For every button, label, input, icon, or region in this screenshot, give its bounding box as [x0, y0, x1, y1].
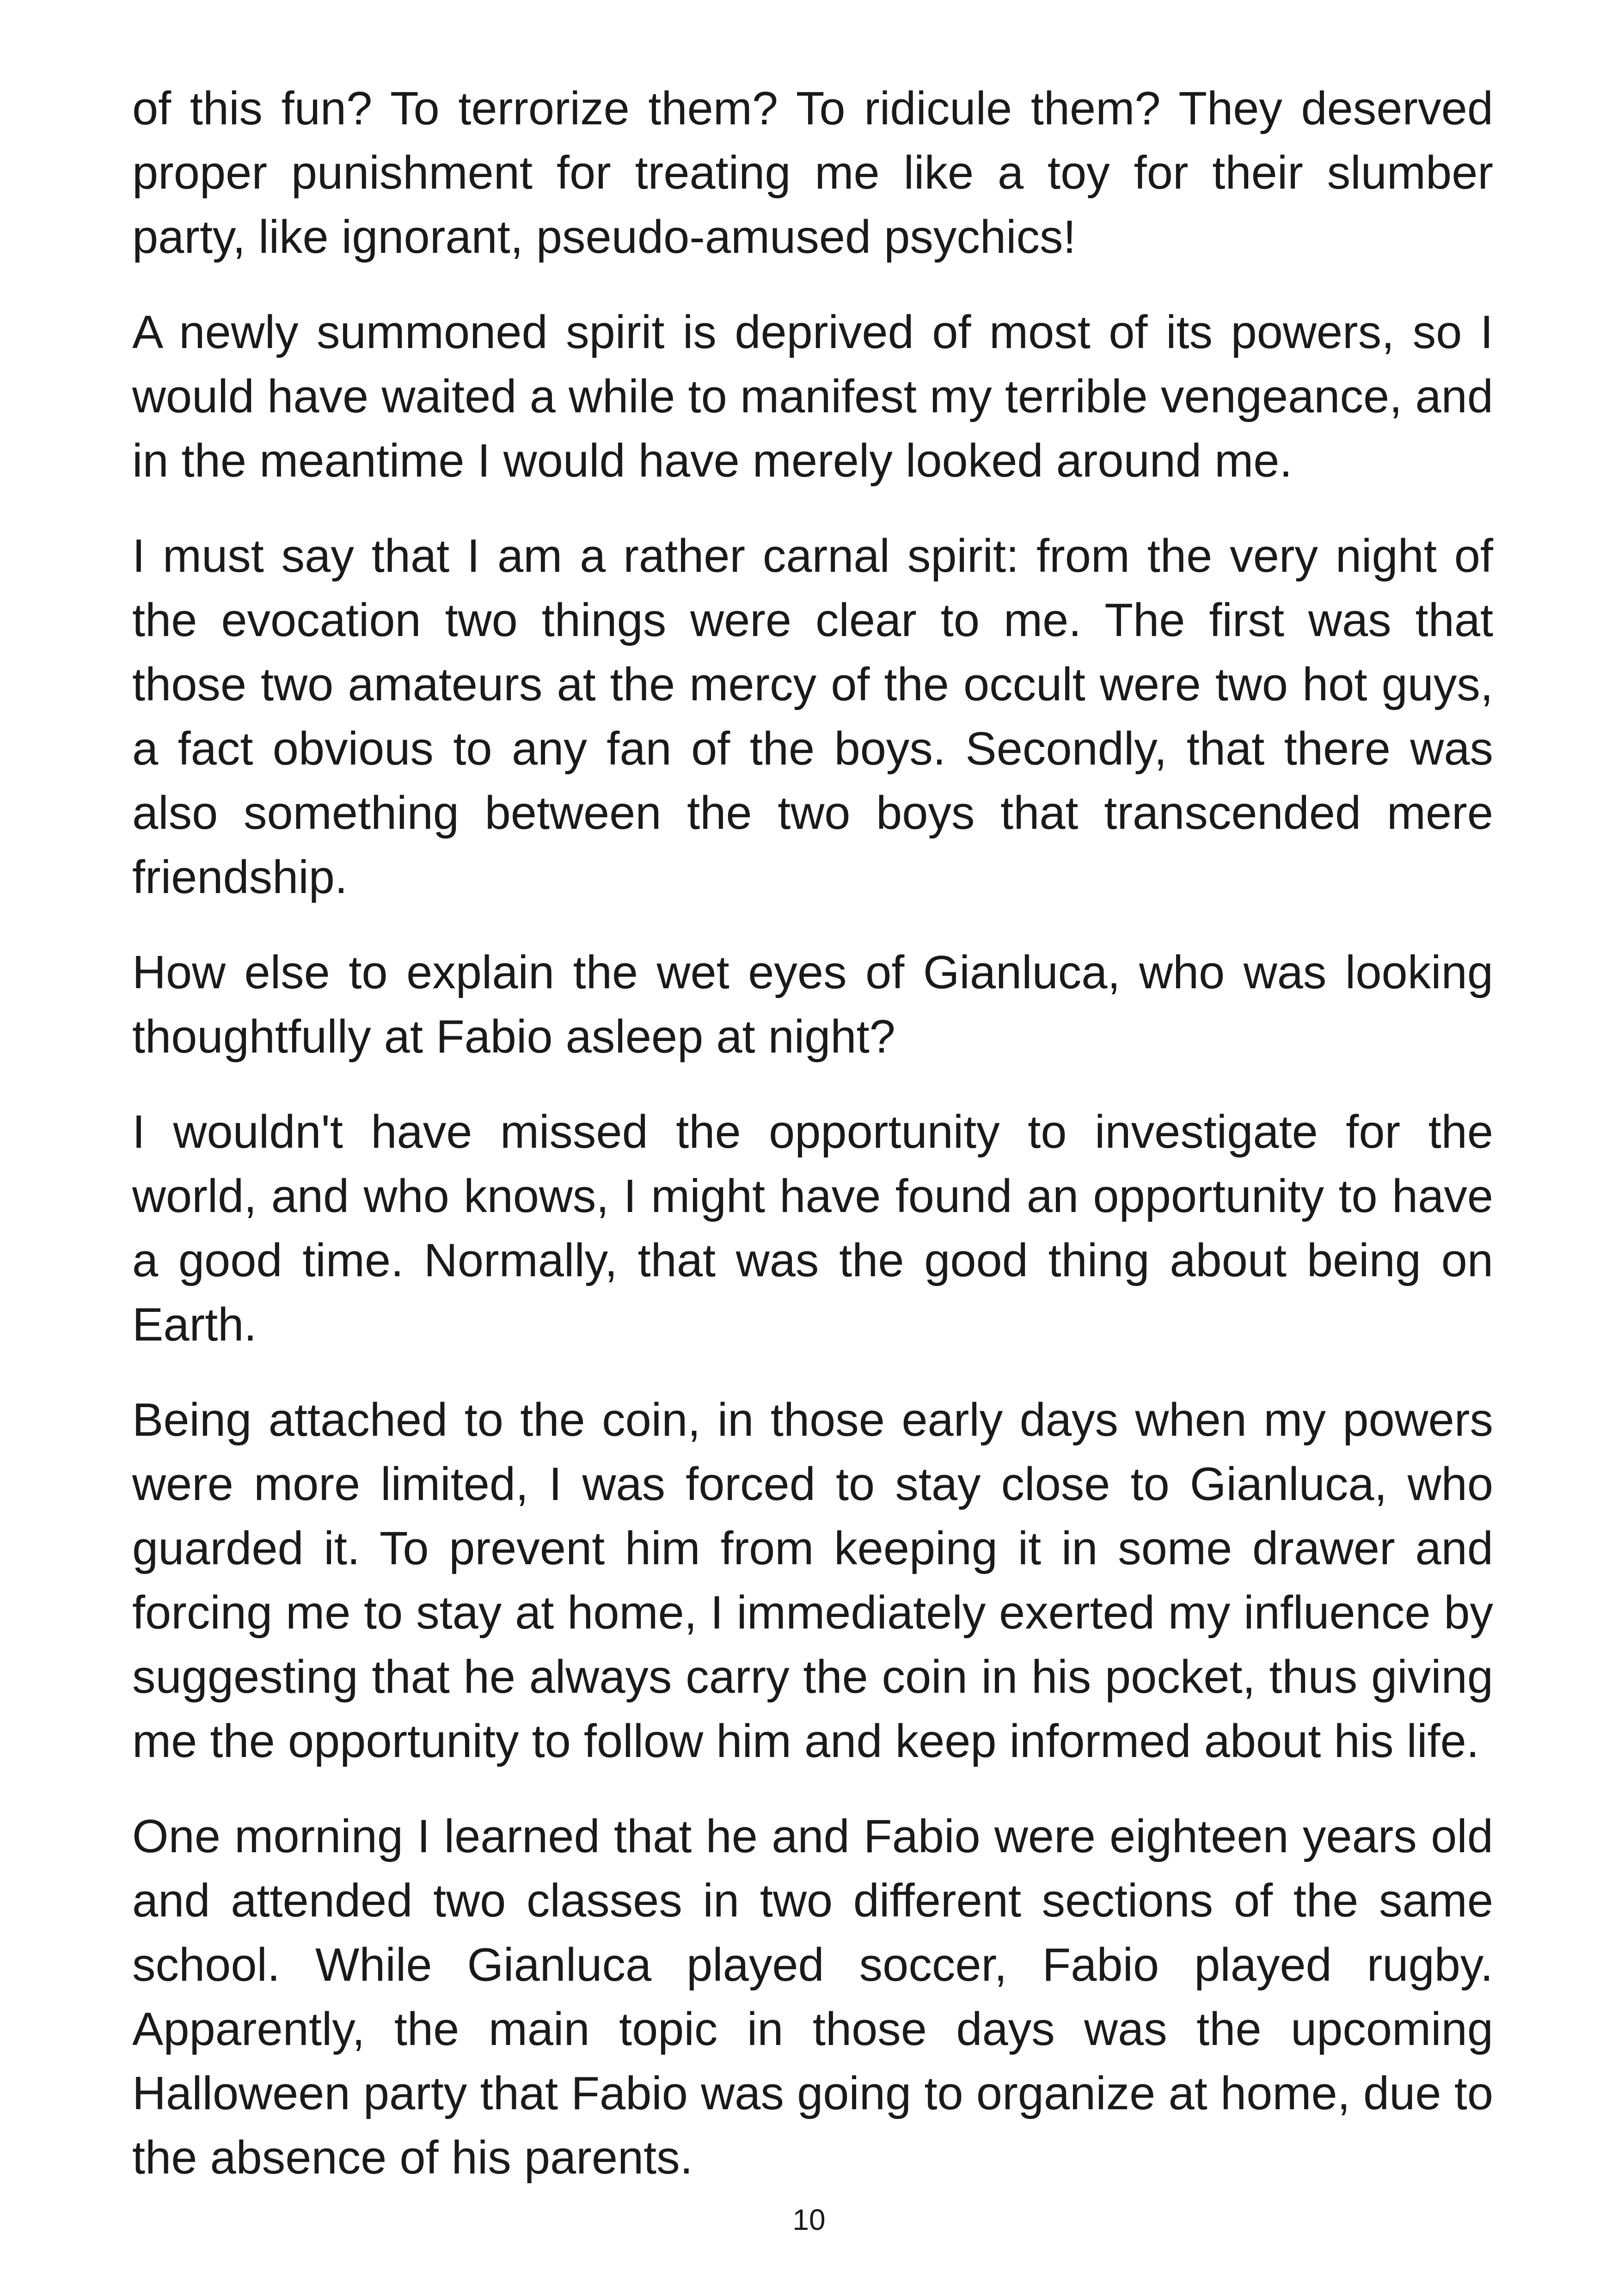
paragraph: I must say that I am a rather carnal spirit: from the very night of the evocation two things were clear to me. The first was that those two amateurs at the mercy of the occult were two hot guys, a fact obvious to any fan of the boys. Secondly, that there was also something between the two boys that transcended mere friendship. — [132, 530, 1493, 903]
body-text — [132, 77, 1493, 2221]
paragraph: A newly summoned spirit is deprived of most of its powers, so I would have waited a while to manifest my terrible vengeance, and in the meantime I would have merely looked around me. — [132, 306, 1493, 487]
paragraph: How else to explain the wet eyes of Gianluca, who was looking thoughtfully at Fabio asleep at night? — [132, 947, 1493, 1063]
paragraph: of this fun? To terrorize them? To ridicule them? They deserved proper punishment for treating me like a toy for their slumber party, like ignorant, pseudo-amused psychics! — [132, 83, 1493, 263]
paragraph: I wouldn't have missed the opportunity to investigate for the world, and who knows, I might have found an opportunity to have a good time. Normally, that was the good thing about being on Earth. — [132, 1106, 1493, 1351]
paragraph: Being attached to the coin, in those early days when my powers were more limited, I was forced to stay close to Gianluca, who guarded it. To prevent him from keeping it in some drawer and forcing me to stay at home, I immediately exerted my influence by suggesting that he always carry the coin in his pocket, thus giving me the opportunity to follow him and keep informed about his life. — [132, 1394, 1493, 1767]
page-number: 10 — [792, 2203, 826, 2236]
paragraph: One morning I learned that he and Fabio were eighteen years old and attended two classes in two different sections of the same school. While Gianluca played soccer, Fabio played rugby. Apparently, the main topic in those days was the upcoming Halloween party that Fabio was going to organize at home, due to the absence of his parents. — [132, 1811, 1493, 2184]
